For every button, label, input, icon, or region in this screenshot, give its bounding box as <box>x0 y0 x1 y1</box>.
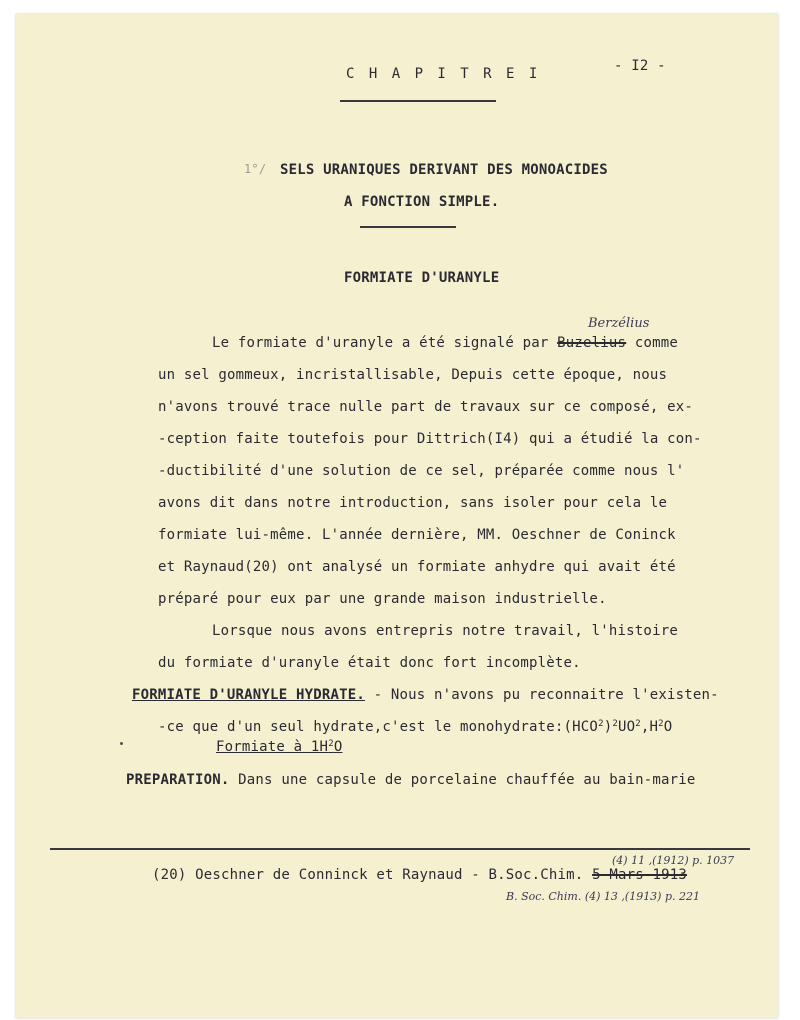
body-line: un sel gommeux, incristallisable, Depuis cette époque, nous <box>158 367 668 383</box>
paragraph-heading: FORMIATE D'URANYLE HYDRATE. <box>132 687 365 703</box>
section-rule <box>360 226 456 228</box>
body-line <box>126 772 696 788</box>
text-span: -ce que d'un seul hydrate,c'est le monohydrate:(HCO <box>158 719 599 735</box>
margin-mark: 1°/ <box>244 162 267 176</box>
text-span: ) <box>603 719 613 735</box>
text-span: Le formiate d'uranyle a été signalé par <box>212 335 558 351</box>
struck-text: 5 Mars 1913 <box>592 867 687 883</box>
superscript: 2 <box>658 719 664 729</box>
body-line: Lorsque nous avons entrepris notre travail, l'histoire <box>212 623 678 639</box>
footnote-text <box>152 867 687 883</box>
superscript: 2 <box>635 719 641 729</box>
body-line: n'avons trouvé trace nulle part de travaux sur ce composé, ex- <box>158 399 693 415</box>
body-line: formiate lui-même. L'année dernière, MM. Oeschner de Coninck <box>158 527 676 543</box>
handwritten-ref-below: B. Soc. Chim. (4) 13 ,(1913) p. 221 <box>506 890 701 903</box>
section-title-line1: SELS URANIQUES DERIVANT DES MONOACIDES <box>280 162 608 178</box>
body-line <box>212 335 678 351</box>
text-span: O <box>663 719 673 735</box>
footnote-separator <box>50 848 750 850</box>
superscript: 2 <box>612 719 618 729</box>
subtitle: FORMIATE D'URANYLE <box>344 270 500 286</box>
text-span: Formiate à 1H <box>216 739 329 755</box>
text-span: ,H <box>640 719 659 735</box>
body-line: préparé pour eux par une grande maison industrielle. <box>158 591 607 607</box>
handwritten-insert: Berzélius <box>588 316 650 331</box>
superscript: 2 <box>328 739 334 749</box>
text-span: O <box>333 739 343 755</box>
section-title-line2: A FONCTION SIMPLE. <box>344 194 500 210</box>
page-number: - I2 - <box>614 58 666 74</box>
sub-heading <box>216 739 342 755</box>
text-span: Dans une capsule de porcelaine chauffée au bain-marie <box>229 772 696 788</box>
stray-dot <box>120 742 123 745</box>
body-line: et Raynaud(20) ont analysé un formiate anhydre qui avait été <box>158 559 676 575</box>
body-line <box>158 719 672 735</box>
paragraph-label: PREPARATION. <box>126 772 230 788</box>
handwritten-ref-above: (4) 11 ,(1912) p. 1037 <box>612 854 735 867</box>
document-page <box>16 14 778 1018</box>
body-line: du formiate d'uranyle était donc fort incomplète. <box>158 655 581 671</box>
text-span: - Nous n'avons pu reconnaitre l'existen- <box>364 687 719 703</box>
chapter-heading: C H A P I T R E I <box>346 66 541 82</box>
body-line: -ductibilité d'une solution de ce sel, préparée comme nous l' <box>158 463 685 479</box>
struck-text: Buzelius <box>557 335 627 351</box>
superscript: 2 <box>598 719 604 729</box>
body-line <box>132 687 719 703</box>
text-span: UO <box>617 719 636 735</box>
body-line: -ception faite toutefois pour Dittrich(I4) qui a étudié la con- <box>158 431 702 447</box>
text-span: comme <box>626 335 678 351</box>
text-span: (20) Oeschner de Conninck et Raynaud - B.Soc.Chim. <box>152 867 593 883</box>
chapter-rule <box>340 100 496 102</box>
body-line: avons dit dans notre introduction, sans isoler pour cela le <box>158 495 668 511</box>
